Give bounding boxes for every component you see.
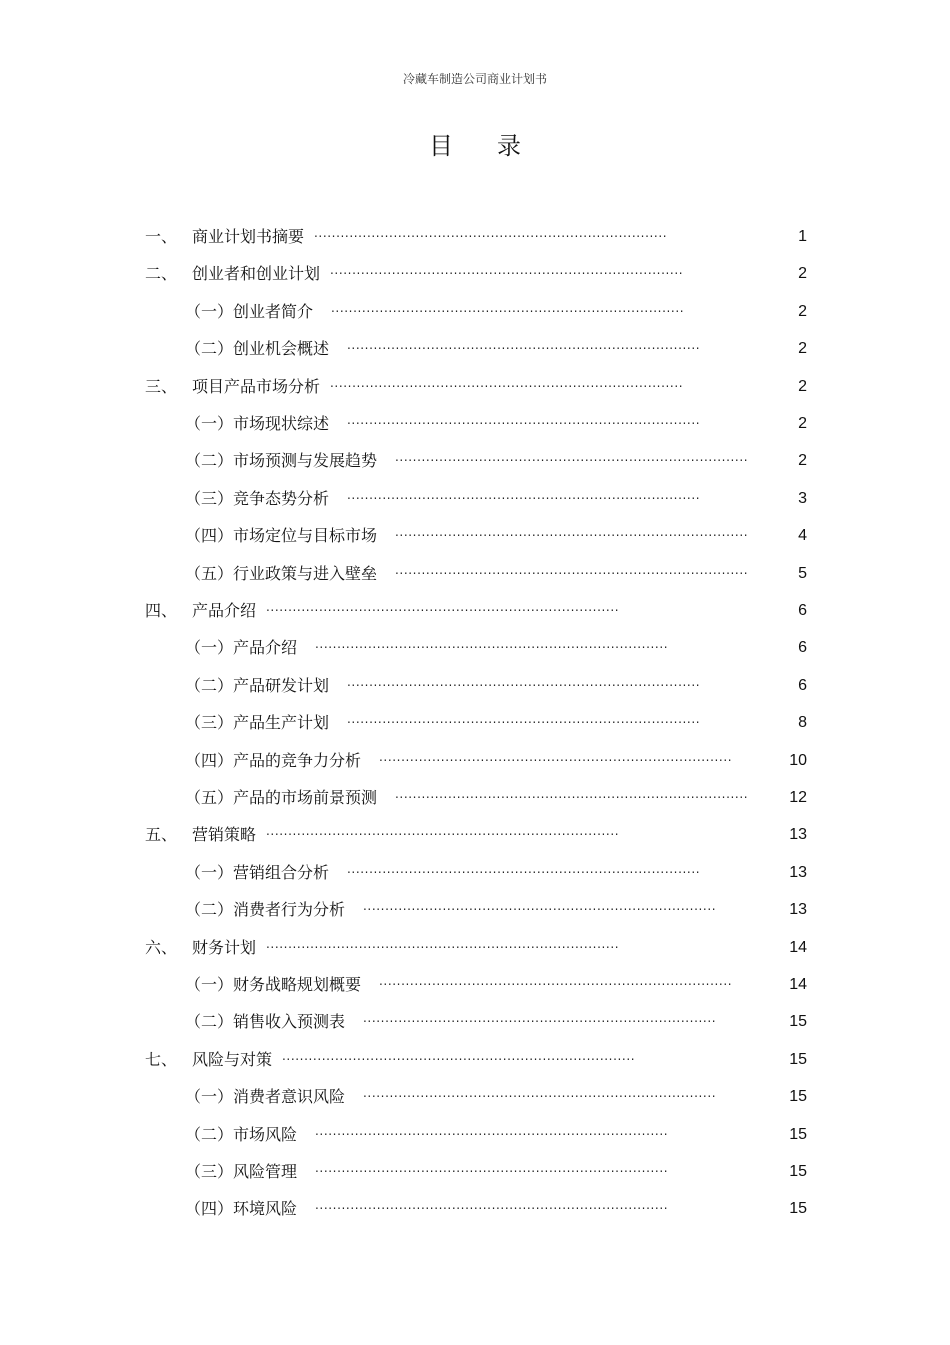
toc-entry-page: 4 (798, 527, 807, 544)
toc-leader-dots: ................................................................................ (266, 824, 620, 838)
toc-leader-dots: ................................................................................ (347, 488, 701, 502)
toc-entry[interactable] (0, 674, 950, 698)
toc-entry-label: （二）市场预测与发展趋势 (185, 451, 378, 470)
toc-leader-dots: ................................................................................ (347, 338, 701, 352)
toc-leader-dots: ................................................................................ (315, 1198, 669, 1212)
toc-entry-page: 6 (798, 639, 807, 656)
toc-entry-number: 二、 (145, 264, 178, 283)
toc-leader-dots: ................................................................................ (347, 413, 701, 427)
toc-entry-label: （一）消费者意识风险 (185, 1087, 346, 1106)
toc-entry[interactable] (0, 898, 950, 922)
toc-entry-label: 风险与对策 (192, 1050, 273, 1069)
toc-entry[interactable] (0, 973, 950, 997)
toc-entry-label: （一）财务战略规划概要 (185, 975, 362, 994)
toc-leader-dots: ................................................................................ (266, 600, 620, 614)
toc-entry-page: 14 (789, 939, 807, 956)
toc-entry[interactable] (0, 636, 950, 660)
toc-entry-page: 2 (798, 452, 807, 469)
toc-entry-number: 一、 (145, 227, 178, 246)
toc-entry[interactable] (0, 711, 950, 735)
toc-entry-label: （三）产品生产计划 (185, 713, 330, 732)
toc-leader-dots: ................................................................................ (282, 1049, 636, 1063)
toc-entry-number: 三、 (145, 377, 178, 396)
toc-entry[interactable] (0, 749, 950, 773)
toc-entry[interactable] (0, 449, 950, 473)
toc-leader-dots: ................................................................................ (363, 899, 717, 913)
toc-entry-label: （二）产品研发计划 (185, 676, 330, 695)
toc-entry-page: 6 (798, 602, 807, 619)
toc-entry-label: （三）竞争态势分析 (185, 489, 330, 508)
toc-entry-page: 14 (789, 976, 807, 993)
toc-entry[interactable] (0, 487, 950, 511)
toc-entry[interactable] (0, 936, 950, 960)
toc-entry-label: （四）产品的竞争力分析 (185, 751, 362, 770)
toc-entry-label: （五）产品的市场前景预测 (185, 788, 378, 807)
toc-entry-page: 13 (789, 901, 807, 918)
toc-leader-dots: ................................................................................ (314, 226, 668, 240)
toc-entry[interactable] (0, 1160, 950, 1184)
toc-entry-page: 15 (789, 1051, 807, 1068)
toc-leader-dots: ................................................................................ (395, 787, 749, 801)
toc-entry-page: 3 (798, 490, 807, 507)
toc-leader-dots: ................................................................................ (395, 450, 749, 464)
toc-entry-page: 10 (789, 752, 807, 769)
toc-leader-dots: ................................................................................ (331, 301, 685, 315)
toc-entry-page: 13 (789, 826, 807, 843)
toc-entry[interactable] (0, 375, 950, 399)
toc-leader-dots: ................................................................................ (347, 712, 701, 726)
toc-entry-page: 2 (798, 265, 807, 282)
toc-entry-label: （二）销售收入预测表 (185, 1012, 346, 1031)
toc-leader-dots: ................................................................................ (266, 937, 620, 951)
toc-leader-dots: ................................................................................ (315, 1124, 669, 1138)
page-title: 目录 (429, 132, 565, 160)
toc-entry-page: 2 (798, 378, 807, 395)
toc-entry[interactable] (0, 1085, 950, 1109)
toc-leader-dots: ................................................................................ (347, 675, 701, 689)
toc-entry-page: 15 (789, 1088, 807, 1105)
toc-entry-label: （四）环境风险 (185, 1199, 298, 1218)
toc-entry-page: 12 (789, 789, 807, 806)
toc-entry-page: 15 (789, 1126, 807, 1143)
toc-entry-page: 15 (789, 1013, 807, 1030)
toc-entry-page: 15 (789, 1200, 807, 1217)
toc-entry-page: 15 (789, 1163, 807, 1180)
toc-entry[interactable] (0, 1197, 950, 1221)
toc-entry-page: 2 (798, 340, 807, 357)
toc-entry[interactable] (0, 1010, 950, 1034)
toc-entry-label: （四）市场定位与目标市场 (185, 526, 378, 545)
toc-leader-dots: ................................................................................ (379, 974, 733, 988)
toc-leader-dots: ................................................................................ (315, 637, 669, 651)
toc-entry-label: （二）市场风险 (185, 1125, 298, 1144)
toc-entry-label: （一）创业者简介 (185, 302, 314, 321)
running-header: 冷藏车制造公司商业计划书 (402, 72, 547, 86)
toc-entry[interactable] (0, 861, 950, 885)
toc-entry-label: （一）营销组合分析 (185, 863, 330, 882)
toc-leader-dots: ................................................................................ (363, 1086, 717, 1100)
toc-entry[interactable] (0, 300, 950, 324)
toc-entry-label: 财务计划 (192, 938, 257, 957)
toc-entry[interactable] (0, 1123, 950, 1147)
toc-entry-number: 五、 (145, 825, 178, 844)
toc-entry-page: 1 (798, 228, 807, 245)
toc-entry[interactable] (0, 786, 950, 810)
toc-leader-dots: ................................................................................ (315, 1161, 669, 1175)
toc-leader-dots: ................................................................................ (347, 862, 701, 876)
toc-entry-page: 6 (798, 677, 807, 694)
toc-leader-dots: ................................................................................ (330, 376, 684, 390)
toc-entry[interactable] (0, 562, 950, 586)
toc-entry-label: （一）市场现状综述 (185, 414, 330, 433)
toc-leader-dots: ................................................................................ (395, 525, 749, 539)
toc-entry-page: 5 (798, 565, 807, 582)
toc-entry-label: （三）风险管理 (185, 1162, 298, 1181)
toc-entry-label: 创业者和创业计划 (192, 264, 321, 283)
toc-entry-label: 产品介绍 (192, 601, 257, 620)
toc-entry-number: 六、 (145, 938, 178, 957)
toc-entry[interactable] (0, 1048, 950, 1072)
toc-entry-label: （一）产品介绍 (185, 638, 298, 657)
toc-entry-page: 8 (798, 714, 807, 731)
toc-entry-label: （五）行业政策与进入壁垒 (185, 564, 378, 583)
toc-entry-number: 七、 (145, 1050, 178, 1069)
toc-leader-dots: ................................................................................ (330, 263, 684, 277)
toc-entry-label: 项目产品市场分析 (192, 377, 321, 396)
toc-entry[interactable] (0, 524, 950, 548)
toc-entry-page: 13 (789, 864, 807, 881)
toc-entry[interactable] (0, 337, 950, 361)
toc-entry-label: （二）消费者行为分析 (185, 900, 346, 919)
toc-entry[interactable] (0, 599, 950, 623)
toc-entry-label: 营销策略 (192, 825, 257, 844)
toc-leader-dots: ................................................................................ (379, 750, 733, 764)
toc-entry-label: （二）创业机会概述 (185, 339, 330, 358)
toc-entry-label: 商业计划书摘要 (192, 227, 305, 246)
toc-entry[interactable] (0, 262, 950, 286)
toc-entry[interactable] (0, 225, 950, 249)
toc-entry-page: 2 (798, 415, 807, 432)
toc-entry-number: 四、 (145, 601, 178, 620)
toc-entry[interactable] (0, 412, 950, 436)
toc-leader-dots: ................................................................................ (395, 563, 749, 577)
toc-entry-page: 2 (798, 303, 807, 320)
toc-entry[interactable] (0, 823, 950, 847)
toc-leader-dots: ................................................................................ (363, 1011, 717, 1025)
